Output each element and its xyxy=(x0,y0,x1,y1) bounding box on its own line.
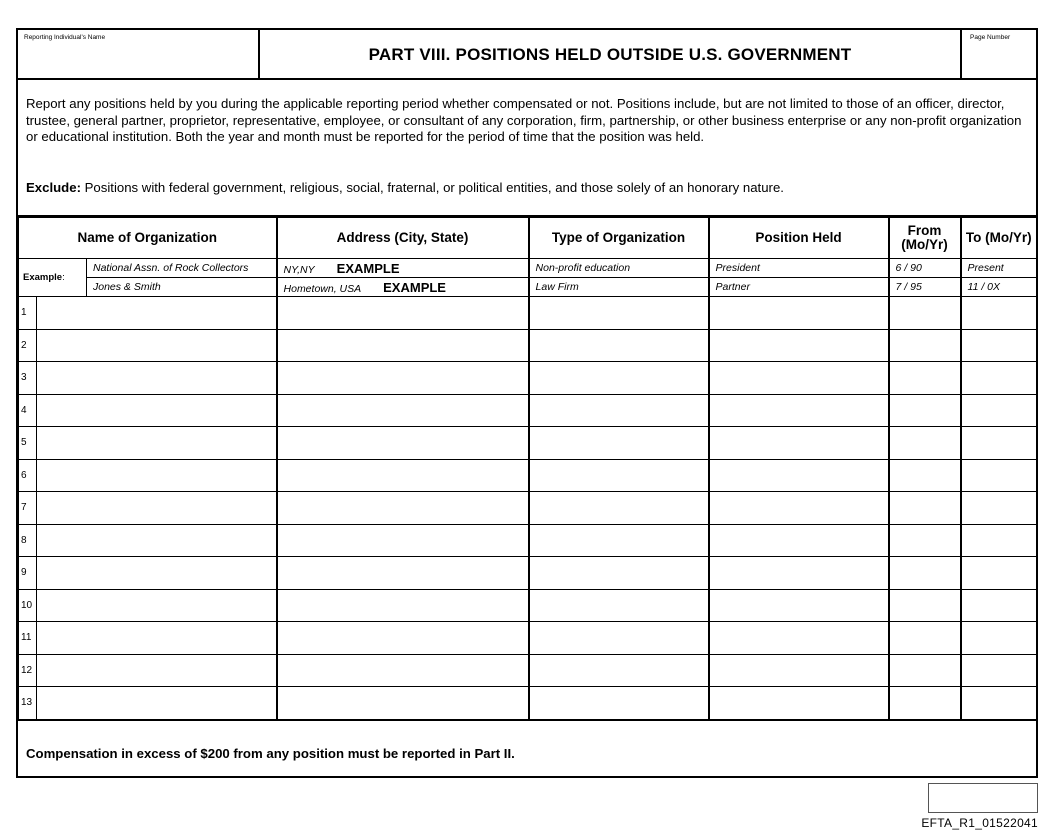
col-header-address: Address (City, State) xyxy=(277,218,529,259)
col-header-from: From (Mo/Yr) xyxy=(889,218,961,259)
example-position: President xyxy=(709,259,889,278)
example-row xyxy=(19,278,1037,297)
instructions-text: Report any positions held by you during the applicable reporting period whether compensated or not. Positions include, but are not limited to those of an officer, director, trustee, general partner, proprietor, representative, employee, or consultant of any corporation, firm, partnership, or other business enterprise or any non-profit organization or educational institution. Both the year and month must be reported for the period of time that the position was held. xyxy=(26,96,1022,144)
table-row xyxy=(19,427,1037,460)
to-cell[interactable] xyxy=(961,622,1037,655)
table-row xyxy=(19,362,1037,395)
org-type-cell[interactable] xyxy=(529,329,709,362)
org-name-cell[interactable] xyxy=(37,394,277,427)
org-type-cell[interactable] xyxy=(529,427,709,460)
from-cell[interactable] xyxy=(889,589,961,622)
example-type: Non-profit education xyxy=(529,259,709,278)
example-org: National Assn. of Rock Collectors xyxy=(87,259,277,278)
position-cell[interactable] xyxy=(709,427,889,460)
from-cell[interactable] xyxy=(889,362,961,395)
address-cell[interactable] xyxy=(277,557,529,590)
page-number-label: Page Number xyxy=(970,34,1011,41)
position-cell[interactable] xyxy=(709,654,889,687)
org-type-cell[interactable] xyxy=(529,394,709,427)
position-cell[interactable] xyxy=(709,524,889,557)
position-cell[interactable] xyxy=(709,589,889,622)
address-cell[interactable] xyxy=(277,492,529,525)
address-cell[interactable] xyxy=(277,362,529,395)
exclude-note xyxy=(26,180,1030,195)
org-type-cell[interactable] xyxy=(529,654,709,687)
org-type-cell[interactable] xyxy=(529,524,709,557)
table-row xyxy=(19,394,1037,427)
to-cell[interactable] xyxy=(961,654,1037,687)
org-name-cell[interactable] xyxy=(37,459,277,492)
col-header-to: To (Mo/Yr) xyxy=(961,218,1037,259)
position-cell[interactable] xyxy=(709,622,889,655)
table-header-row xyxy=(19,218,1037,259)
table-row xyxy=(19,589,1037,622)
row-number: 1 xyxy=(19,297,37,330)
position-cell[interactable] xyxy=(709,362,889,395)
exclude-text: Positions with federal government, religious, social, fraternal, or political entities, and those solely of an honorary nature. xyxy=(80,180,784,195)
example-row xyxy=(19,259,1037,278)
to-cell[interactable] xyxy=(961,427,1037,460)
from-cell[interactable] xyxy=(889,524,961,557)
example-position: Partner xyxy=(709,278,889,297)
from-cell[interactable] xyxy=(889,459,961,492)
row-number: 2 xyxy=(19,329,37,362)
reporting-individual-name-field[interactable] xyxy=(18,30,260,78)
example-type: Law Firm xyxy=(529,278,709,297)
from-cell[interactable] xyxy=(889,622,961,655)
org-name-cell[interactable] xyxy=(37,492,277,525)
table-row xyxy=(19,329,1037,362)
table-row xyxy=(19,459,1037,492)
org-type-cell[interactable] xyxy=(529,687,709,720)
table-row xyxy=(19,654,1037,687)
position-cell[interactable] xyxy=(709,394,889,427)
page-title: PART VIII. POSITIONS HELD OUTSIDE U.S. GOVERNMENT xyxy=(368,45,852,64)
to-cell[interactable] xyxy=(961,589,1037,622)
org-name-cell[interactable] xyxy=(37,622,277,655)
from-cell[interactable] xyxy=(889,687,961,720)
example-from: 7 / 95 xyxy=(889,278,961,297)
row-number: 11 xyxy=(19,622,37,655)
org-type-cell[interactable] xyxy=(529,492,709,525)
table-row xyxy=(19,687,1037,720)
to-cell[interactable] xyxy=(961,394,1037,427)
from-cell[interactable] xyxy=(889,297,961,330)
row-number: 12 xyxy=(19,654,37,687)
org-type-cell[interactable] xyxy=(529,557,709,590)
org-name-cell[interactable] xyxy=(37,297,277,330)
address-cell[interactable] xyxy=(277,524,529,557)
example-mark: EXAMPLE xyxy=(383,279,446,295)
address-cell[interactable] xyxy=(277,622,529,655)
table-row xyxy=(19,297,1037,330)
org-type-cell[interactable] xyxy=(529,297,709,330)
address-cell[interactable] xyxy=(277,297,529,330)
table-row xyxy=(19,622,1037,655)
row-number: 10 xyxy=(19,589,37,622)
row-number: 6 xyxy=(19,459,37,492)
example-to: 11 / 0X xyxy=(961,278,1037,297)
org-name-cell[interactable] xyxy=(37,589,277,622)
position-cell[interactable] xyxy=(709,687,889,720)
row-number: 13 xyxy=(19,687,37,720)
example-address: Hometown, USA EXAMPLE xyxy=(277,278,529,297)
example-to: Present xyxy=(961,259,1037,278)
org-type-cell[interactable] xyxy=(529,459,709,492)
to-cell[interactable] xyxy=(961,492,1037,525)
col-header-position: Position Held xyxy=(709,218,889,259)
table-row xyxy=(19,492,1037,525)
row-number: 7 xyxy=(19,492,37,525)
form-header xyxy=(18,30,1036,80)
col-header-type: Type of Organization xyxy=(529,218,709,259)
row-number: 3 xyxy=(19,362,37,395)
example-mark: EXAMPLE xyxy=(336,260,400,276)
org-name-cell[interactable] xyxy=(37,427,277,460)
table-row xyxy=(19,524,1037,557)
position-cell[interactable] xyxy=(709,329,889,362)
stamp-box xyxy=(928,783,1038,813)
document-id: EFTA_R1_01522041 xyxy=(921,816,1038,830)
org-name-cell[interactable] xyxy=(37,557,277,590)
org-type-cell[interactable] xyxy=(529,362,709,395)
position-cell[interactable] xyxy=(709,492,889,525)
example-org: Jones & Smith xyxy=(87,278,277,297)
org-name-cell[interactable] xyxy=(37,362,277,395)
org-name-cell[interactable] xyxy=(37,687,277,720)
to-cell[interactable] xyxy=(961,557,1037,590)
row-number: 5 xyxy=(19,427,37,460)
to-cell[interactable] xyxy=(961,524,1037,557)
page-number-field[interactable] xyxy=(960,30,1036,78)
address-cell[interactable] xyxy=(277,394,529,427)
position-cell[interactable] xyxy=(709,557,889,590)
org-name-cell[interactable] xyxy=(37,524,277,557)
address-cell[interactable] xyxy=(277,427,529,460)
row-number: 9 xyxy=(19,557,37,590)
row-number: 8 xyxy=(19,524,37,557)
address-cell[interactable] xyxy=(277,459,529,492)
example-address: NY,NY EXAMPLE xyxy=(277,259,529,278)
to-cell[interactable] xyxy=(961,687,1037,720)
to-cell[interactable] xyxy=(961,297,1037,330)
from-cell[interactable] xyxy=(889,557,961,590)
to-cell[interactable] xyxy=(961,362,1037,395)
from-cell[interactable] xyxy=(889,329,961,362)
form-part-viii xyxy=(16,28,1038,778)
example-label: Example: xyxy=(19,259,87,297)
col-header-organization: Name of Organization xyxy=(19,218,277,259)
from-cell[interactable] xyxy=(889,427,961,460)
position-cell[interactable] xyxy=(709,459,889,492)
to-cell[interactable] xyxy=(961,329,1037,362)
to-cell[interactable] xyxy=(961,459,1037,492)
from-cell[interactable] xyxy=(889,654,961,687)
address-cell[interactable] xyxy=(277,329,529,362)
address-cell[interactable] xyxy=(277,654,529,687)
address-cell[interactable] xyxy=(277,687,529,720)
example-from: 6 / 90 xyxy=(889,259,961,278)
compensation-note: Compensation in excess of $200 from any position must be reported in Part II. xyxy=(26,746,515,761)
position-cell[interactable] xyxy=(709,297,889,330)
org-type-cell[interactable] xyxy=(529,622,709,655)
positions-table xyxy=(18,215,1036,721)
exclude-label: Exclude: xyxy=(26,180,81,195)
table-row xyxy=(19,557,1037,590)
name-field-label: Reporting Individual's Name xyxy=(24,34,106,41)
from-cell[interactable] xyxy=(889,394,961,427)
org-name-cell[interactable] xyxy=(37,654,277,687)
from-cell[interactable] xyxy=(889,492,961,525)
address-cell[interactable] xyxy=(277,589,529,622)
row-number: 4 xyxy=(19,394,37,427)
org-name-cell[interactable] xyxy=(37,329,277,362)
org-type-cell[interactable] xyxy=(529,589,709,622)
